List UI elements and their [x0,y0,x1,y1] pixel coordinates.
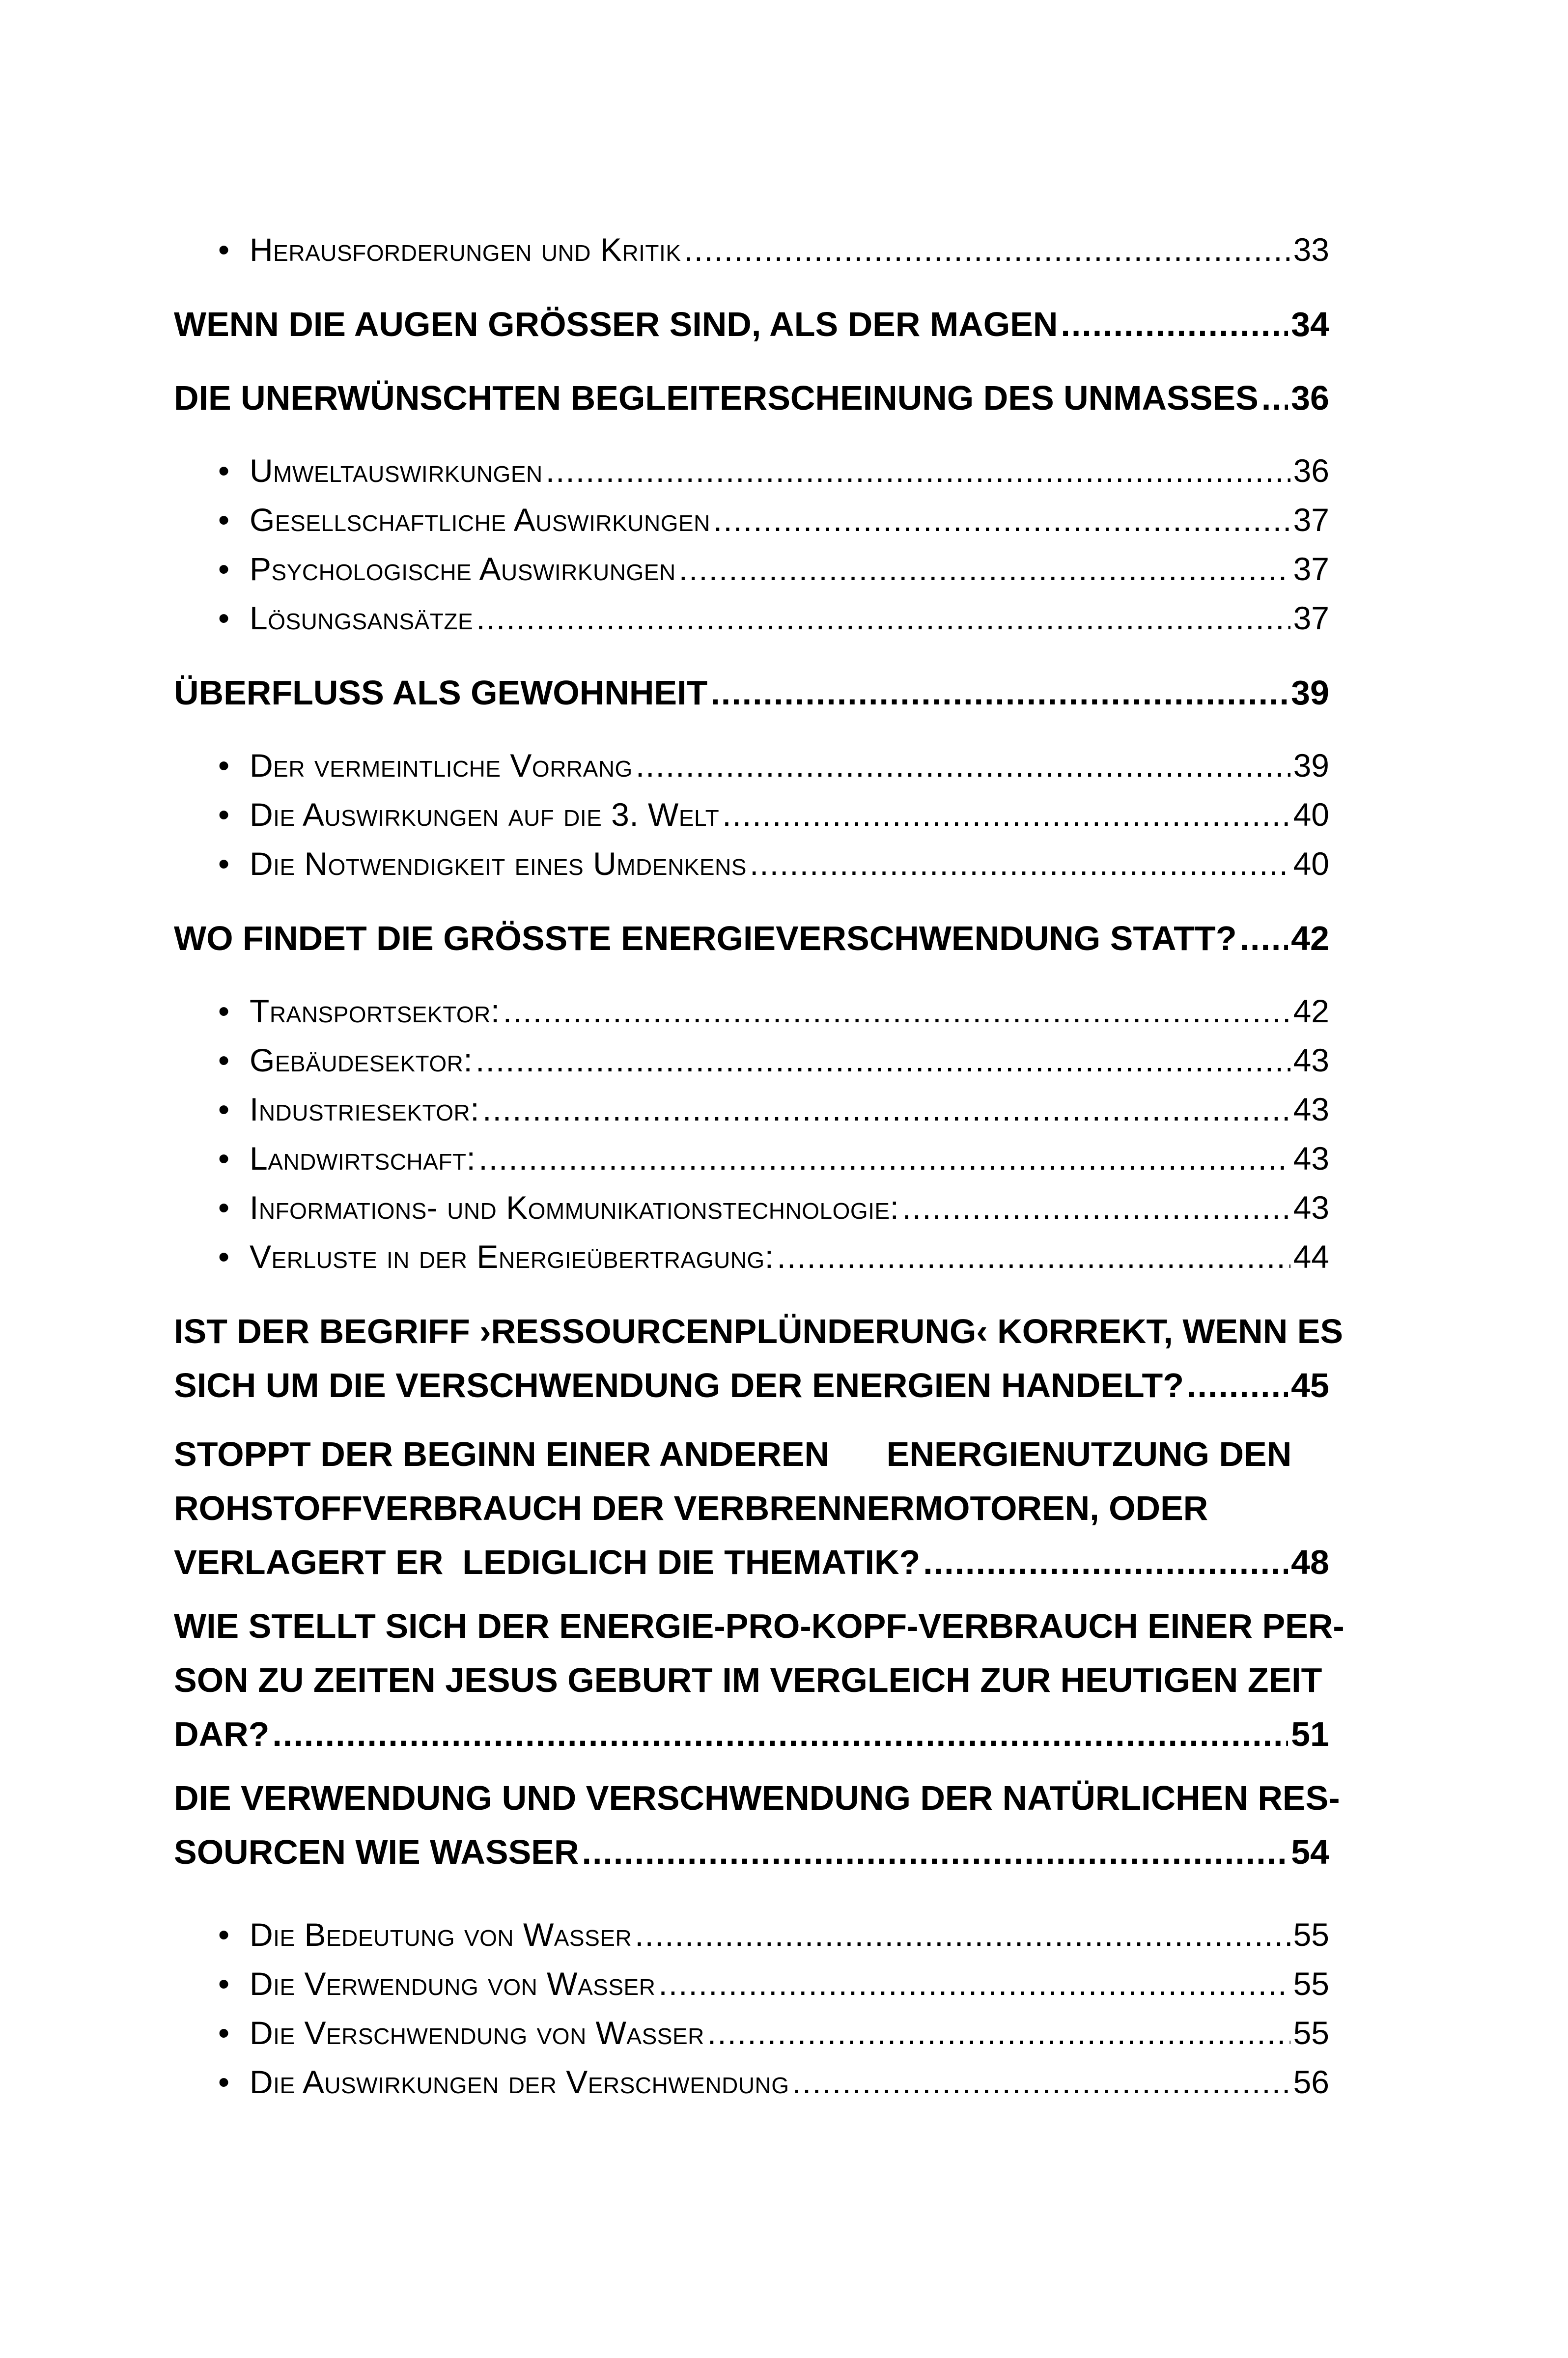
toc-sub-entry[interactable] [174,1140,1329,1189]
toc-sub-entry[interactable] [174,992,1329,1041]
toc-entry-title: Herausforderungen und Kritik [250,231,681,268]
table-of-contents [174,0,1344,2358]
toc-entry-title: Informations- und Kommunikationstechnologie: [250,1189,899,1226]
toc-page-number: 55 [1293,1965,1329,2002]
dot-leader [1240,919,1288,958]
toc-page-number: 48 [1291,1543,1329,1581]
toc-entry-title: Psychologische Auswirkungen [250,551,676,587]
toc-entry-title: Die Notwendigkeit eines Umdenkens [250,845,747,882]
toc-entry-title: Lösungsansätze [250,600,474,636]
toc-chapter-title-line: DIE UNERWÜNSCHTEN BEGLEITERSCHEINUNG DES UNMASSES [174,379,1259,417]
toc-page-number: 43 [1293,1140,1329,1177]
toc-page-number: 55 [1293,2015,1329,2051]
toc-page-number: 45 [1291,1366,1329,1404]
dot-leader [792,2063,1290,2101]
dot-leader [658,1965,1290,2002]
bullet-icon: • [218,796,230,833]
dot-leader [636,747,1290,784]
toc-page-number: 37 [1293,502,1329,538]
bullet-icon: • [218,502,230,538]
dot-leader [503,992,1290,1030]
toc-sub-entry[interactable] [174,231,1329,280]
bullet-icon: • [218,600,230,636]
toc-chapter-title-line: DIE VERWENDUNG UND VERSCHWENDUNG DER NATÜRLICHEN RES- [174,1779,1340,1817]
toc-page-number: 42 [1293,993,1329,1029]
dot-leader [923,1543,1288,1582]
toc-sub-entry[interactable] [174,1916,1329,1965]
toc-chapter-title-line: ÜBERFLUSS ALS GEWOHNHEIT [174,674,708,712]
dot-leader [710,673,1288,712]
dot-leader [902,1189,1290,1226]
toc-sub-entry[interactable] [174,501,1329,550]
toc-chapter-title-line: DAR? [174,1715,270,1753]
toc-sub-entry[interactable] [174,1965,1329,2014]
toc-sub-entry[interactable] [174,845,1329,894]
toc-chapter-title-line: ROHSTOFFVERBRAUCH DER VERBRENNERMOTOREN, ODER [174,1489,1208,1527]
toc-page-number: 33 [1293,231,1329,268]
toc-chapter-title-line: SON ZU ZEITEN JESUS GEBURT IM VERGLEICH ZUR HEUTIGEN ZEIT [174,1661,1322,1699]
bullet-icon: • [218,1238,230,1275]
toc-page-number: 56 [1293,2064,1329,2100]
bullet-icon: • [218,993,230,1029]
toc-page-number: 51 [1291,1715,1329,1753]
toc-sub-entry[interactable] [174,550,1329,599]
bullet-icon: • [218,747,230,784]
toc-entry-title: Gesellschaftliche Auswirkungen [250,502,710,538]
dot-leader [635,1916,1290,1953]
toc-page-number: 34 [1291,305,1329,343]
toc-sub-entry[interactable] [174,1189,1329,1238]
toc-sub-entry[interactable] [174,747,1329,796]
toc-entry-title: Die Verwendung von Wasser [250,1965,656,2002]
toc-entry-title: Verluste in der Energieübertragung: [250,1238,774,1275]
toc-sub-entry[interactable] [174,2063,1329,2112]
toc-chapter-title-line: SICH UM DIE VERSCHWENDUNG DER ENERGIEN HANDELT? [174,1366,1184,1404]
toc-page-number: 44 [1293,1238,1329,1275]
toc-page-number: 36 [1293,452,1329,489]
dot-leader [1061,305,1288,344]
toc-sub-entry[interactable] [174,796,1329,845]
toc-entry-title: Landwirtschaft: [250,1140,476,1177]
toc-page-number: 39 [1291,674,1329,712]
toc-page-number: 55 [1293,1916,1329,1953]
bullet-icon: • [218,1042,230,1078]
toc-page-number: 40 [1293,796,1329,833]
toc-entry-title: Transportsektor: [250,993,500,1029]
toc-entry-title: Die Verschwendung von Wasser [250,2015,704,2051]
dot-leader [476,1041,1290,1079]
toc-sub-entry[interactable] [174,1238,1329,1287]
toc-entry-title: Der vermeintliche Vorrang [250,747,633,784]
dot-leader [478,1140,1290,1177]
bullet-icon: • [218,1091,230,1127]
toc-page-number: 40 [1293,845,1329,882]
dot-leader [713,501,1290,538]
toc-chapter-title-line: STOPPT DER BEGINN EINER ANDEREN ENERGIENUTZUNG DEN [174,1435,1292,1473]
toc-entry-title: Industriesektor: [250,1091,480,1127]
toc-entry-title: Die Bedeutung von Wasser [250,1916,632,1953]
dot-leader [684,231,1290,268]
bullet-icon: • [218,1965,230,2002]
bullet-icon: • [218,231,230,268]
bullet-icon: • [218,845,230,882]
dot-leader [722,796,1290,833]
toc-sub-entry[interactable] [174,599,1329,648]
toc-chapter-title-line: WO FINDET DIE GRÖSSTE ENERGIEVERSCHWENDUNG STATT? [174,919,1237,957]
toc-page-number: 54 [1291,1833,1329,1871]
dot-leader [582,1832,1288,1872]
toc-chapter-title-line: VERLAGERT ER LEDIGLICH DIE THEMATIK? [174,1543,921,1581]
bullet-icon: • [218,551,230,587]
toc-page-number: 37 [1293,600,1329,636]
toc-page-number: 36 [1291,379,1329,417]
bullet-icon: • [218,1916,230,1953]
bullet-icon: • [218,2064,230,2100]
toc-sub-entry[interactable] [174,1091,1329,1140]
toc-page-number: 42 [1291,919,1329,957]
toc-sub-entry[interactable] [174,2014,1329,2063]
toc-chapter-title-line: IST DER BEGRIFF ›RESSOURCENPLÜNDERUNG‹ KORREKT, WENN ES [174,1312,1344,1350]
dot-leader [272,1714,1288,1754]
dot-leader [546,452,1290,489]
dot-leader [482,1091,1290,1128]
toc-page-number: 43 [1293,1042,1329,1078]
toc-chapter-title-line: SOURCEN WIE WASSER [174,1833,579,1871]
toc-entry-title: Die Auswirkungen der Verschwendung [250,2064,789,2100]
toc-sub-entry[interactable] [174,452,1329,501]
bullet-icon: • [218,1140,230,1177]
toc-page-number: 39 [1293,747,1329,784]
toc-sub-entry[interactable] [174,1041,1329,1091]
toc-entry-title: Umweltauswirkungen [250,452,543,489]
dot-leader [679,550,1290,588]
bullet-icon: • [218,2015,230,2051]
toc-entry-title: Gebäudesektor: [250,1042,473,1078]
dot-leader [750,845,1290,882]
dot-leader [707,2014,1290,2051]
dot-leader [777,1238,1290,1275]
bullet-icon: • [218,1189,230,1226]
toc-entry-title: Die Auswirkungen auf die 3. Welt [250,796,720,833]
toc-page-number: 43 [1293,1091,1329,1127]
toc-chapter-title-line: WENN DIE AUGEN GRÖSSER SIND, ALS DER MAGEN [174,305,1058,343]
toc-page-number: 37 [1293,551,1329,587]
bullet-icon: • [218,452,230,489]
dot-leader [1187,1366,1288,1405]
dot-leader [476,599,1290,637]
toc-page-number: 43 [1293,1189,1329,1226]
toc-chapter-title-line: WIE STELLT SICH DER ENERGIE-PRO-KOPF-VERBRAUCH EINER PER- [174,1607,1344,1645]
dot-leader [1261,378,1288,418]
